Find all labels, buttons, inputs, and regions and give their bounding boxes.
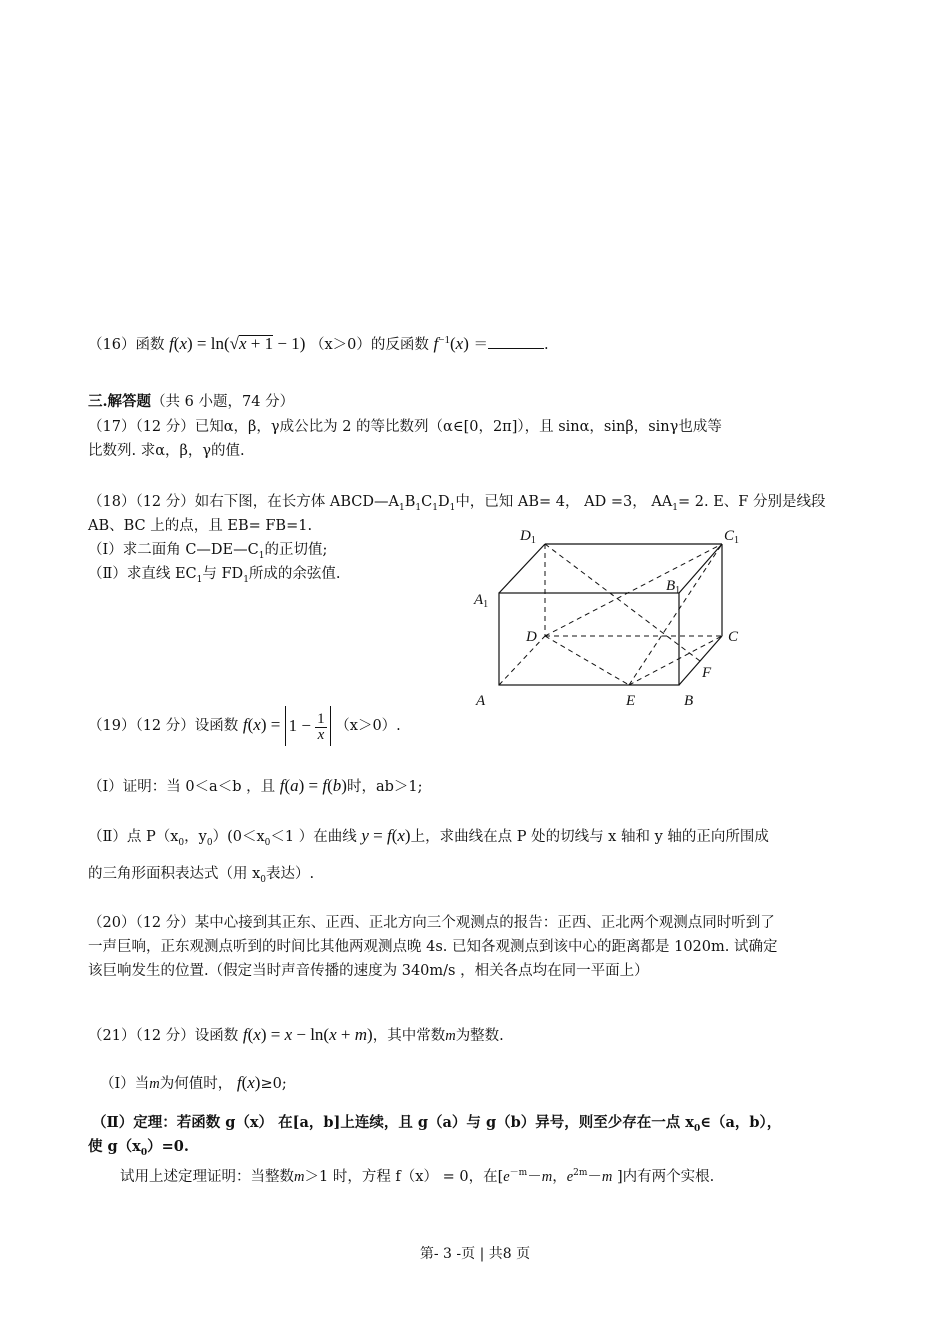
label-b: B — [684, 693, 694, 709]
label-b1: $B_1$ — [666, 578, 681, 596]
question-19-part2: （Ⅱ）点 $P(x_0$，$y_0)(0<x_0<1$ ）在曲线 y = f(x)上，求曲线在点 P 处的切线与 x 轴和 y 轴的正向所围成 — [88, 826, 769, 848]
answer-blank[interactable] — [488, 334, 544, 349]
question-18-line1: （18）（12 分）如右下图，在长方体 $ABCD—A_1B_1C_1D_1$中，已知 AB= 4， AD =3， $AA_1= 2$. E、F 分别是线段 — [88, 494, 826, 513]
question-21-part2-theorem: （Ⅱ）定理：若函数 g（x） 在[a，b]上连续，且 g（a）与 g（b）异号，则至少存在一点 $x_0\in(a$，b）， — [92, 1114, 782, 1134]
label-a: A — [476, 693, 486, 709]
label-c1: $C_1$ — [724, 528, 740, 546]
question-17-line1: （17）（12 分）已知α，β，γ成公比为 2 的等比数列（α∈[0，2π]），且 sinα，sinβ，sinγ也成等 — [88, 419, 722, 435]
edge-b1-c1 — [679, 544, 722, 593]
label-d1: $D_1$ — [520, 528, 536, 546]
formula-f-inverse: f — [433, 333, 439, 353]
question-20-line1: （20）（12 分）某中心接到其正东、正西、正北方向三个观测点的报告：正西、正北两个观测点同时听到了 — [88, 915, 775, 931]
hidden-edge-a-d — [499, 636, 545, 685]
dashed-d1-f — [545, 544, 700, 661]
section-3-heading: 三.解答题（共 6 小题，74 分） — [88, 393, 295, 410]
label-c: C — [728, 629, 739, 645]
cuboid-figure — [462, 522, 762, 712]
dashed-e-c1 — [629, 544, 722, 685]
question-21-part2-theorem-cont: 使 $g(x_0)=0$. — [88, 1138, 189, 1158]
question-19-part2-cont: 的三角形面积表达式（用 $x_0$表达）. — [88, 866, 315, 885]
question-20-line3: 该巨响发生的位置.（假定当时声音传播的速度为 340m/s ，相关各点均在同一平面上） — [88, 963, 649, 979]
edge-b-c — [679, 636, 722, 685]
question-20-line2: 一声巨响，正东观测点听到的时间比其他两观测点晚 4s. 已知各观测点到该中心的距离都是 1020m. 试确定 — [88, 939, 778, 955]
formula-f-ln-sqrt: f — [169, 333, 174, 353]
question-18-part1: （Ⅰ）求二面角 $C—DE—C_1$的正切值; — [88, 542, 328, 561]
formula-f-x-ln: f — [242, 1025, 248, 1044]
question-21-part2-task: 试用上述定理证明：当整数m＞1 时，方程 f（x） = 0，在[$e^{-m}-m$，$e^{2m}-m$ ]内有两个实根. — [120, 1168, 715, 1185]
question-17-line2: 比数列. 求α，β，γ的值. — [88, 443, 245, 459]
dashed-d-c1 — [545, 544, 722, 636]
label-a1: $A_1$ — [474, 592, 489, 610]
question-21: （21）（12 分）设函数 f(x) = x − ln(x + m)，其中常数m为整数. — [88, 1025, 504, 1044]
question-16: （16）函数 f(x) = ln(√x + 1 − 1) （x＞0）的反函数 $f^{-1}(x)$ ＝ . — [88, 333, 549, 353]
page-footer: 第- 3 -页 | 共8 页 — [419, 1246, 531, 1262]
question-18-line2: AB、BC 上的点，且 EB= FB=1. — [88, 518, 313, 534]
question-18-part2: （Ⅱ）求直线 $EC_1$与 $FD_1$所成的余弦值. — [88, 566, 341, 585]
question-21-part1: （Ⅰ）当m为何值时， f(x)≥0; — [100, 1073, 287, 1092]
dashed-d-e — [545, 636, 629, 685]
question-19: （19）（12 分）设函数 f(x) = 1 − $\frac{1}{x}$ （x＞0）. — [88, 705, 401, 749]
label-e: E — [626, 693, 636, 709]
edge-a1-d1 — [499, 544, 545, 593]
question-19-part1: （Ⅰ）证明：当 0＜a＜b ，且 f(a) = f(b)时，ab＞1; — [88, 776, 423, 795]
label-d: D — [526, 629, 537, 645]
formula-f-abs: f — [242, 715, 248, 734]
label-f: F — [702, 665, 712, 681]
